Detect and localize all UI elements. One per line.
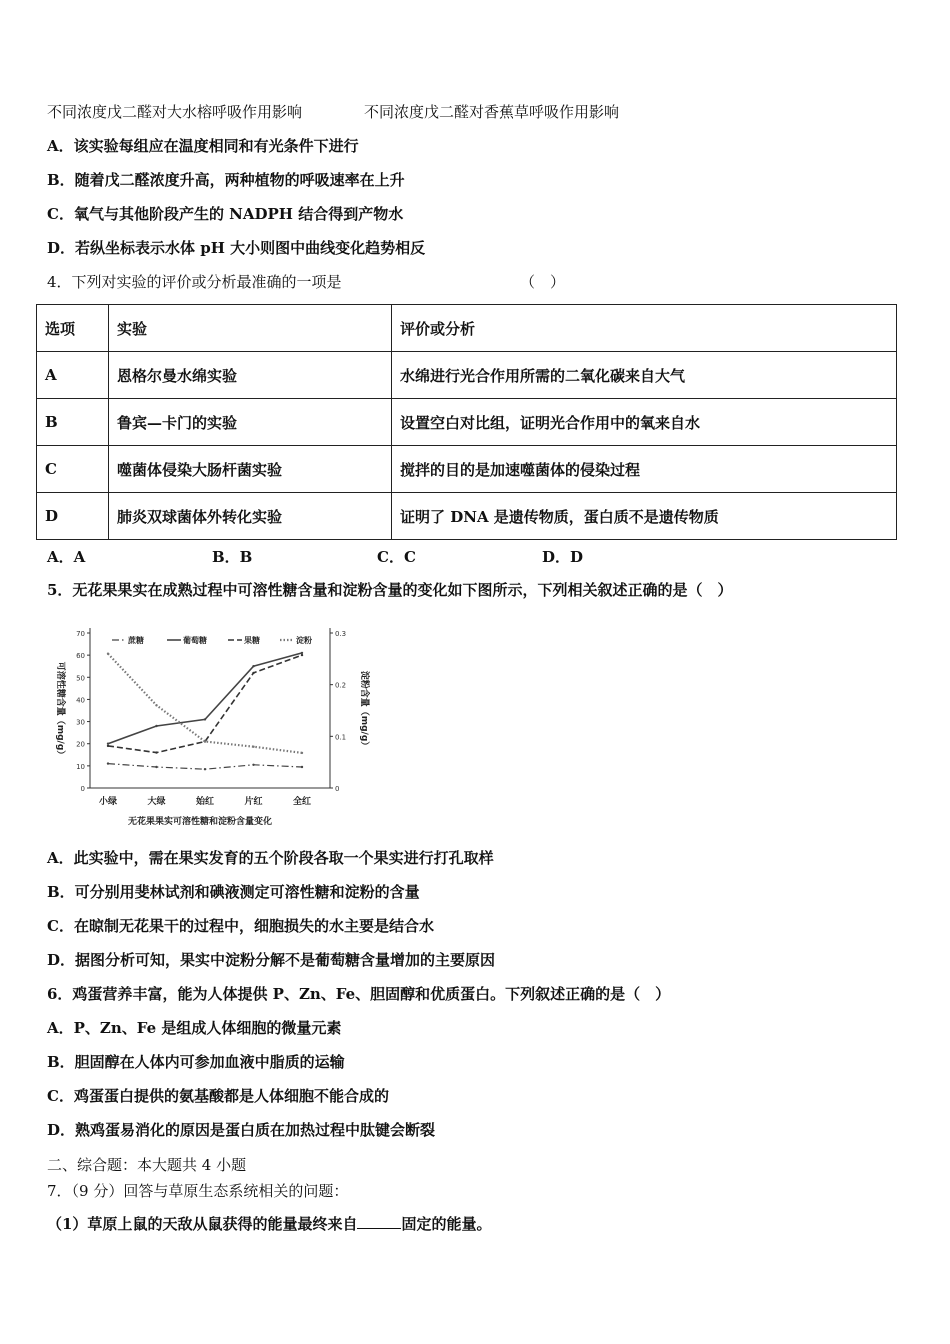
figure-captions: [47, 102, 619, 122]
table-cell: C: [37, 446, 109, 493]
x-tick-label: 小绿: [98, 797, 118, 807]
left-tick-label: 20: [76, 740, 85, 749]
x-tick-label: 全红: [292, 797, 312, 807]
table-header: 实验: [109, 305, 392, 352]
answer-blank[interactable]: [357, 1213, 401, 1229]
right-tick-label: 0.3: [335, 630, 347, 638]
q4-choice-c[interactable]: C．C: [377, 548, 416, 566]
table-header-row: [37, 305, 897, 352]
x-tick-label: 片红: [244, 797, 263, 807]
left-tick-label: 30: [76, 718, 85, 727]
data-point: [252, 764, 254, 766]
table-cell: 恩格尔曼水绵实验: [109, 352, 392, 399]
right-tick-label: 0.1: [335, 733, 347, 742]
table-row: [37, 352, 897, 399]
data-point: [252, 672, 254, 674]
legend-label: 淀粉: [296, 636, 312, 645]
left-tick-label: 50: [76, 674, 85, 683]
table-cell: 证明了 DNA 是遗传物质，蛋白质不是遗传物质: [392, 493, 897, 540]
q4-choice-d[interactable]: D．D: [542, 548, 584, 566]
table-cell: B: [37, 399, 109, 446]
q4-choice-b[interactable]: B．B: [212, 548, 253, 566]
q5-option-a[interactable]: A．此实验中，需在果实发育的五个阶段各取一个果实进行打孔取样: [47, 849, 494, 867]
data-point: [107, 762, 109, 764]
sugar-starch-chart: [40, 608, 370, 838]
q4-table: [36, 304, 897, 540]
data-point: [155, 704, 157, 706]
legend-label: 果糖: [244, 636, 260, 645]
left-tick-label: 40: [76, 696, 85, 705]
table-cell: 搅拌的目的是加速噬菌体的侵染过程: [392, 446, 897, 493]
table-header: 评价或分析: [392, 305, 897, 352]
table-cell: A: [37, 352, 109, 399]
table-cell: 噬菌体侵染大肠杆菌实验: [109, 446, 392, 493]
q4-answer-paren: （ ）: [520, 273, 566, 291]
data-point: [107, 743, 109, 745]
x-tick-label: 始红: [195, 797, 215, 807]
q4-choice-a[interactable]: A．A: [47, 548, 86, 566]
data-point: [252, 746, 254, 748]
section-heading: 二、综合题：本大题共 4 小题: [47, 1156, 247, 1174]
q6-stem: 6．鸡蛋营养丰富，能为人体提供 P、Zn、Fe、胆固醇和优质蛋白。下列叙述正确的是（ ）: [47, 985, 671, 1003]
left-axis-title: 可溶性糖含量（mg/g）: [55, 661, 65, 760]
series-line-4: [108, 654, 302, 753]
legend-label: 葡萄糖: [183, 636, 207, 645]
data-point: [252, 665, 254, 667]
q5-option-d[interactable]: D．据图分析可知，果实中淀粉分解不是葡萄糖含量增加的主要原因: [47, 951, 496, 969]
q4-stem: 4．下列对实验的评价或分析最准确的一项是: [47, 273, 342, 291]
table-row: [37, 446, 897, 493]
q6-option-c[interactable]: C．鸡蛋蛋白提供的氨基酸都是人体细胞不能合成的: [47, 1087, 389, 1105]
data-point: [301, 752, 303, 754]
q3-option-c[interactable]: C．氧气与其他阶段产生的 NADPH 结合得到产物水: [47, 205, 404, 223]
data-point: [204, 740, 206, 742]
q3-option-a[interactable]: A．该实验每组应在温度相同和有光条件下进行: [47, 137, 359, 155]
q7-part1: [47, 1213, 491, 1234]
table-cell: 水绵进行光合作用所需的二氧化碳来自大气: [392, 352, 897, 399]
table-row: [37, 399, 897, 446]
table-header: 选项: [37, 305, 109, 352]
data-point: [107, 745, 109, 747]
q3-option-d[interactable]: D．若纵坐标表示水体 pH 大小则图中曲线变化趋势相反: [47, 239, 426, 257]
q7-stem: 7．（9 分）回答与草原生态系统相关的问题：: [47, 1182, 349, 1200]
chart-plot-area: [55, 628, 370, 827]
x-tick-label: 大绿: [147, 797, 166, 807]
data-point: [301, 652, 303, 654]
data-point: [155, 751, 157, 753]
data-point: [204, 718, 206, 720]
table-cell: D: [37, 493, 109, 540]
q6-option-b[interactable]: B．胆固醇在人体内可参加血液中脂质的运输: [47, 1053, 345, 1071]
table-cell: 鲁宾—卡门的实验: [109, 399, 392, 446]
q7-part1-after: 固定的能量。: [401, 1215, 492, 1233]
series-line-3: [108, 655, 302, 753]
right-tick-label: 0.2: [335, 681, 347, 690]
right-tick-label: 0: [335, 785, 340, 793]
right-axis-title: 淀粉含量（mg/g）: [359, 670, 369, 751]
left-tick-label: 0: [80, 785, 85, 793]
q6-option-a[interactable]: A．P、Zn、Fe 是组成人体细胞的微量元素: [47, 1019, 342, 1037]
data-point: [301, 766, 303, 768]
caption-left: 不同浓度戊二醛对大水榕呼吸作用影响: [47, 103, 303, 121]
left-tick-label: 70: [76, 630, 85, 638]
q6-option-d[interactable]: D．熟鸡蛋易消化的原因是蛋白质在加热过程中肽键会断裂: [47, 1121, 436, 1139]
table-cell: 设置空白对比组，证明光合作用中的氧来自水: [392, 399, 897, 446]
data-point: [301, 654, 303, 656]
left-tick-label: 60: [76, 652, 85, 661]
q3-option-b[interactable]: B．随着戊二醛浓度升高，两种植物的呼吸速率在上升: [47, 171, 405, 189]
data-point: [204, 768, 206, 770]
data-point: [155, 725, 157, 727]
chart-title: 无花果果实可溶性糖和淀粉含量变化: [127, 817, 273, 827]
q5-option-b[interactable]: B．可分别用斐林试剂和碘液测定可溶性糖和淀粉的含量: [47, 883, 420, 901]
data-point: [107, 653, 109, 655]
caption-right: 不同浓度戊二醛对香蕉草呼吸作用影响: [364, 103, 620, 121]
table-cell: 肺炎双球菌体外转化实验: [109, 493, 392, 540]
q5-stem: 5．无花果果实在成熟过程中可溶性糖含量和淀粉含量的变化如下图所示，下列相关叙述正确的是（ ）: [47, 581, 733, 599]
legend-label: 蔗糖: [128, 636, 144, 645]
left-tick-label: 10: [76, 762, 85, 771]
q5-option-c[interactable]: C．在晾制无花果干的过程中，细胞损失的水主要是结合水: [47, 917, 434, 935]
q7-part1-before: （1）草原上鼠的天敌从鼠获得的能量最终来自: [47, 1215, 358, 1233]
table-row: [37, 493, 897, 540]
data-point: [155, 766, 157, 768]
